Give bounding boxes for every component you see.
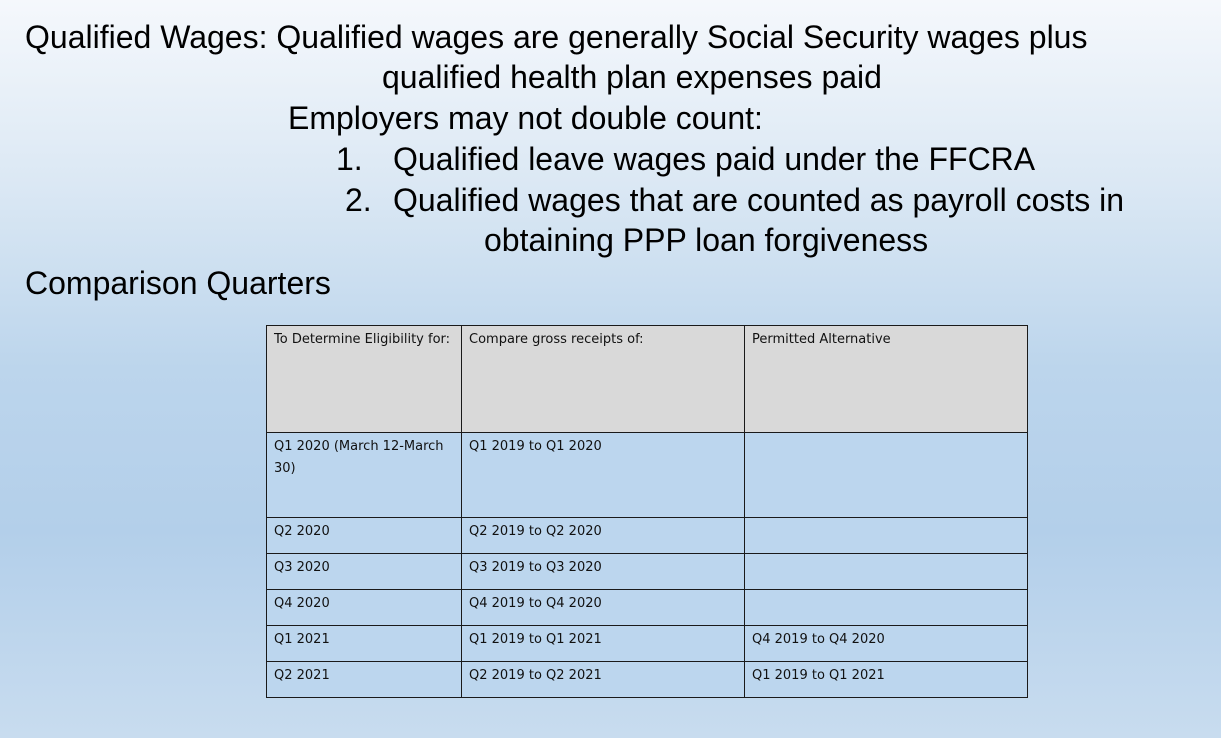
list-item-text: Qualified wages that are counted as payroll costs in [393, 182, 1125, 218]
table-cell: Q3 2020 [267, 554, 462, 590]
table-row [267, 518, 1028, 554]
table-cell: Q1 2019 to Q1 2021 [745, 662, 1028, 698]
list-item-number: 1. [336, 141, 363, 177]
table-cell [745, 590, 1028, 626]
table-row [267, 626, 1028, 662]
header-eligibility: To Determine Eligibility for: [267, 326, 462, 433]
table-cell [745, 518, 1028, 554]
table-row [267, 433, 1028, 518]
table-cell: Q3 2019 to Q3 2020 [462, 554, 745, 590]
list-item [0, 180, 1221, 260]
table-row [267, 662, 1028, 698]
table-cell: Q4 2019 to Q4 2020 [462, 590, 745, 626]
table-cell: Q2 2019 to Q2 2020 [462, 518, 745, 554]
table-cell [745, 554, 1028, 590]
table-row [267, 590, 1028, 626]
table-header-row [267, 326, 1028, 433]
table-cell: Q2 2020 [267, 518, 462, 554]
qualified-wages-line-2: qualified health plan expenses paid [382, 59, 882, 95]
comparison-table [266, 325, 1028, 698]
table-cell: Q1 2020 (March 12-March 30) [267, 433, 462, 518]
header-alternative: Permitted Alternative [745, 326, 1028, 433]
table-cell [745, 433, 1028, 518]
table-cell: Q2 2019 to Q2 2021 [462, 662, 745, 698]
table-cell: Q1 2021 [267, 626, 462, 662]
list-item-text-continued: obtaining PPP loan forgiveness [484, 222, 929, 258]
list-item-text: Qualified leave wages paid under the FFCRA [393, 141, 1036, 177]
table-cell: Q2 2021 [267, 662, 462, 698]
list-item [0, 139, 1221, 179]
qualified-wages-line-1: Qualified Wages: Qualified wages are generally Social Security wages plus [25, 19, 1088, 55]
comparison-quarters-title: Comparison Quarters [25, 265, 331, 301]
list-item-number: 2. [345, 182, 372, 218]
table-cell: Q1 2019 to Q1 2020 [462, 433, 745, 518]
table-cell: Q1 2019 to Q1 2021 [462, 626, 745, 662]
double-count-heading: Employers may not double count: [288, 100, 763, 136]
table-cell: Q4 2020 [267, 590, 462, 626]
table-row [267, 554, 1028, 590]
table-cell: Q4 2019 to Q4 2020 [745, 626, 1028, 662]
header-compare: Compare gross receipts of: [462, 326, 745, 433]
